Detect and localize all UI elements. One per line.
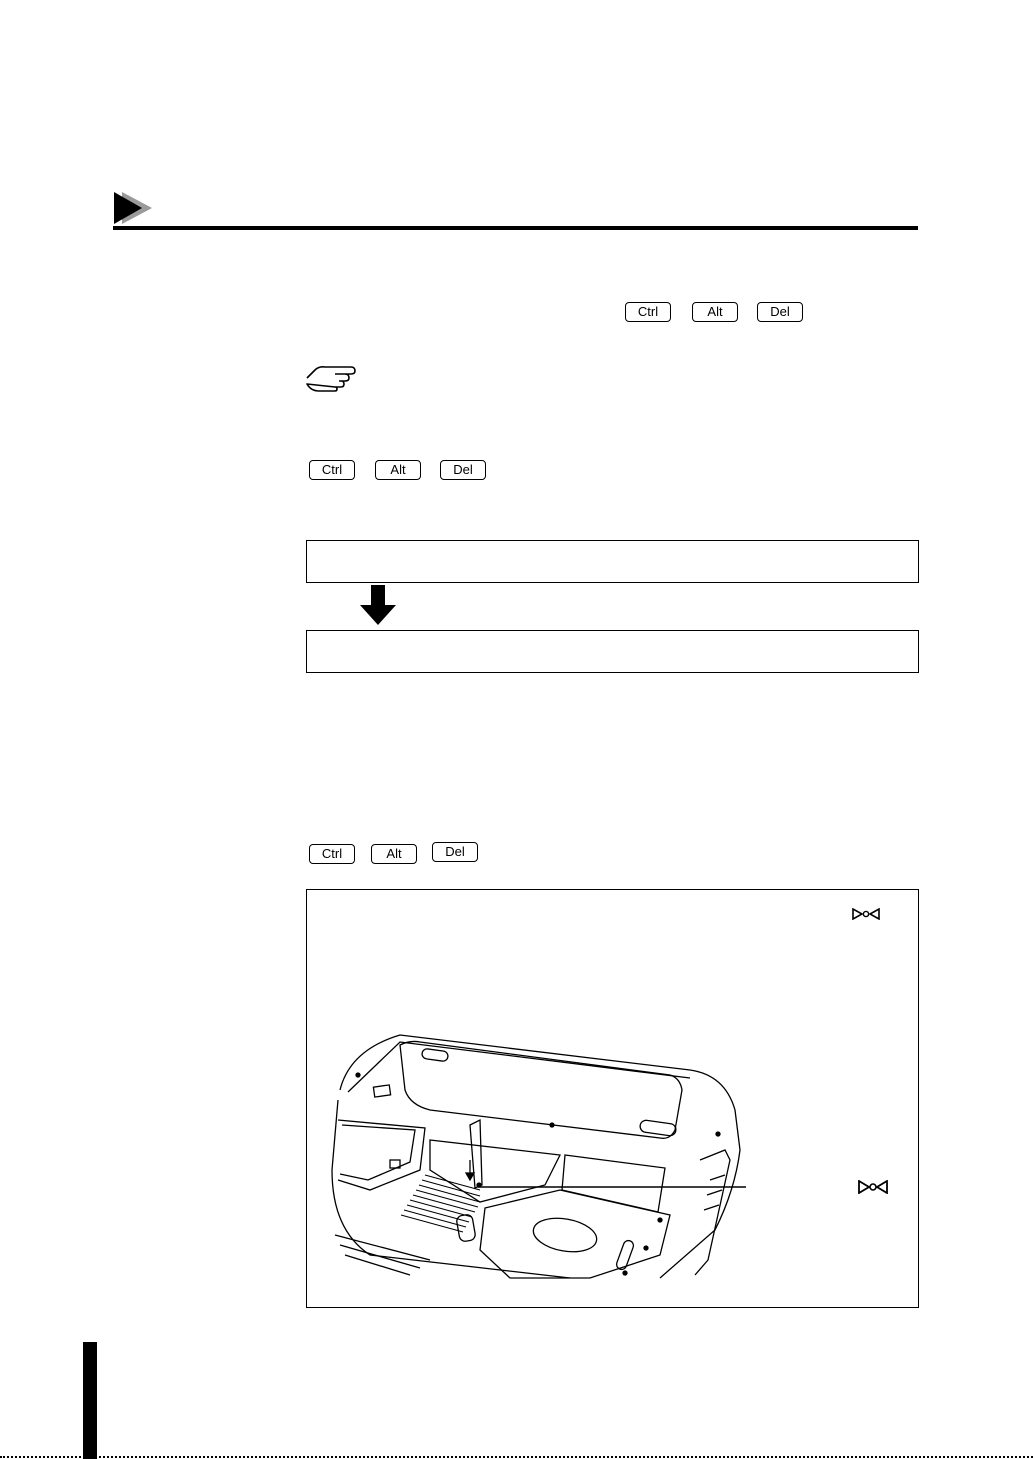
reset-switch-symbol-icon: [858, 1180, 888, 1194]
ctrl-key: Ctrl: [309, 460, 355, 480]
flow-step-1-box: [306, 540, 919, 583]
page-bottom-rule: [0, 1456, 1033, 1458]
down-arrow-icon: [358, 585, 398, 627]
pointing-hand-icon: [305, 362, 357, 392]
section-marker-icon: [112, 190, 156, 226]
page-margin-tab: [83, 1342, 97, 1459]
alt-key: Alt: [371, 844, 417, 864]
reset-switch-symbol-icon: [852, 908, 880, 920]
del-key: Del: [757, 302, 803, 322]
section-rule: [113, 226, 918, 230]
reset-hole-callout-line: [478, 1185, 748, 1189]
ctrl-key: Ctrl: [625, 302, 671, 322]
alt-key: Alt: [375, 460, 421, 480]
laptop-bottom-illustration: [330, 1030, 750, 1280]
flow-step-2-box: [306, 630, 919, 673]
del-key: Del: [440, 460, 486, 480]
ctrl-key: Ctrl: [309, 844, 355, 864]
alt-key: Alt: [692, 302, 738, 322]
del-key: Del: [432, 842, 478, 862]
